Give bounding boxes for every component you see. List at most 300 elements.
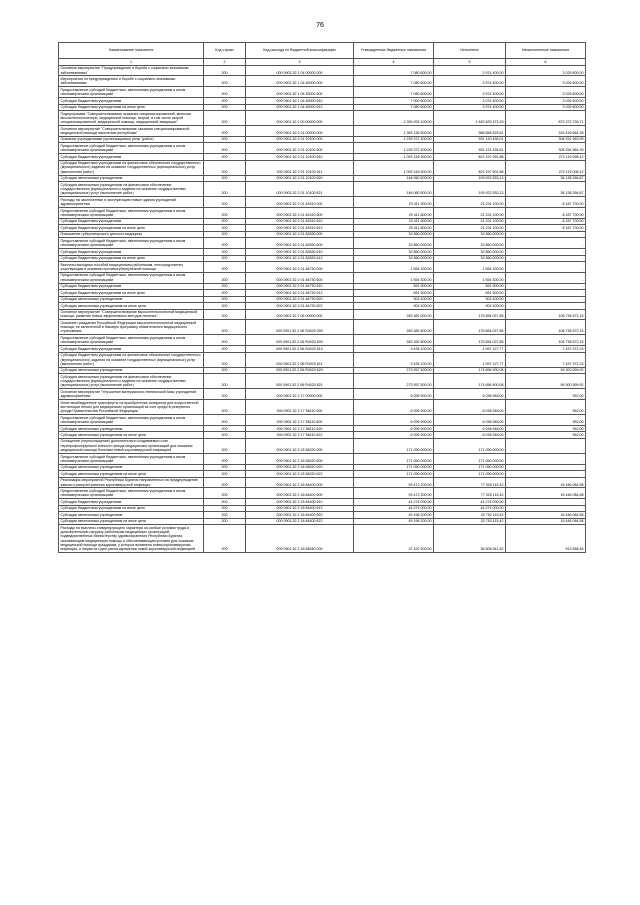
row-name-cell: Субсидии автономным учреждениям (59, 296, 204, 302)
row-executed-cell: 176 654 027,85 (434, 320, 506, 335)
row-name-cell: Субсидии автономным учреждениям (59, 367, 204, 373)
row-executed-cell: 171 090 000,00 (434, 464, 506, 470)
row-classification-cell: 000 0901 52 2 18 84640 000 (246, 525, 354, 553)
row-classification-cell: 000 0901 52 2 01 84730 612 (246, 290, 354, 296)
table-row (59, 197, 586, 208)
row-code-cell: 200 (204, 272, 246, 283)
row-code-cell: 200 (204, 464, 246, 470)
row-remaining-cell: 952,00 (506, 415, 586, 426)
row-name-cell: Субсидии бюджетным учреждениям на иные цели (59, 104, 204, 110)
row-executed-cell: 902 400,00 (434, 303, 506, 309)
row-remaining-cell: - (506, 231, 586, 237)
row-remaining-cell: - (506, 464, 586, 470)
row-classification-cell: 000 0901 52 2 18 58320 622 (246, 471, 354, 477)
row-executed-cell: 171 090 000,00 (434, 453, 506, 464)
row-classification-cell: 000 0901 52 2 06 R4020 611 (246, 352, 354, 367)
row-classification-cell: 000 0901 52 2 18 84400 000 (246, 477, 354, 488)
row-classification-cell: 000 0901 52 2 18 84400 622 (246, 518, 354, 524)
row-executed-cell: 821 197 991,88 (434, 154, 506, 160)
row-code-cell: 200 (204, 335, 246, 346)
page-number: 76 (316, 22, 324, 29)
row-remaining-cell: 952,00 (506, 389, 586, 400)
row-code-cell: 200 (204, 374, 246, 389)
row-classification-cell: 000 0901 52 2 01 10100 610 (246, 154, 354, 160)
row-code-cell: 200 (204, 175, 246, 181)
row-remaining-cell: 308 251 963,99 (506, 136, 586, 142)
row-remaining-cell: 873 372 726,71 (506, 110, 586, 125)
row-classification-cell: 000 0901 52 1 04 83000 000 (246, 76, 354, 87)
row-remaining-cell: - (506, 296, 586, 302)
row-executed-cell: 109 922 533,13 (434, 182, 506, 197)
row-remaining-cell: 36 138 266,87 (506, 182, 586, 197)
row-classification-cell: 000 0901 52 2 18 84400 610 (246, 499, 354, 505)
table-row (59, 126, 586, 137)
row-executed-cell: 176 654 027,85 (434, 335, 506, 346)
row-executed-cell: 651 900,00 (434, 290, 506, 296)
row-name-cell: Субсидии бюджетным учреждениям (59, 283, 204, 289)
row-approved-cell: 171 090 000,00 (354, 464, 434, 470)
row-classification-cell: 000 0901 52 2 01 82830 000 (246, 231, 354, 237)
row-remaining-cell: 3 025 600,00 (506, 104, 586, 110)
row-code-cell: 200 (204, 499, 246, 505)
row-name-cell: Субсидии автономным учреждениям (59, 425, 204, 431)
table-row (59, 415, 586, 426)
row-code-cell: 200 (204, 477, 246, 488)
row-name-cell: Субсидии автономным учреждениям на иные цели (59, 303, 204, 309)
row-name-cell: Предоставление субсидий бюджетным, автономным учреждениям и иным некоммерческим организациям (59, 87, 204, 98)
row-name-cell: Субсидии автономным учреждениям на финансовое обеспечение государственного (муниципального) задания на оказание государственных (муниципальных) услуг (выполнение работ) (59, 374, 204, 389)
column-number: 5 (434, 59, 506, 65)
row-executed-cell: 77 025 115,42 (434, 477, 506, 488)
row-approved-cell: 23 411 900,00 (354, 218, 434, 224)
row-classification-cell: 000 0901 52 2 01 84730 000 (246, 262, 354, 273)
row-remaining-cell: 316 439 664,39 (506, 126, 586, 137)
row-classification-cell: 000 0901 52 2 01 10100 621 (246, 182, 354, 197)
row-classification-cell: 000 0901 52 2 06 R4020 600 (246, 335, 354, 346)
row-remaining-cell: 952,00 (506, 432, 586, 438)
row-executed-cell: 6 038 948,00 (434, 432, 506, 438)
row-code-cell: 200 (204, 238, 246, 249)
row-approved-cell: 7 000 600,00 (354, 98, 434, 104)
row-approved-cell: 1 093 318 900,00 (354, 160, 434, 175)
row-remaining-cell: 3 026 600,00 (506, 76, 586, 87)
row-remaining-cell: - (506, 499, 586, 505)
column-number: 1 (59, 59, 204, 65)
row-remaining-cell: 106 738 572,15 (506, 320, 586, 335)
row-executed-cell: 902 400,00 (434, 296, 506, 302)
row-name-cell: Субсидии бюджетным учреждениям (59, 154, 204, 160)
row-name-cell: Субсидии автономным учреждениям на иные цели (59, 432, 204, 438)
row-classification-cell: 000 0901 52 2 01 81510 600 (246, 208, 354, 219)
row-code-cell: 200 (204, 143, 246, 154)
column-number: 3 (246, 59, 354, 65)
row-executed-cell: 174 656 900,08 (434, 374, 506, 389)
row-classification-cell: 000 0901 52 2 06 R4020 621 (246, 374, 354, 389)
row-approved-cell: 651 900,00 (354, 290, 434, 296)
row-name-cell: Субсидии бюджетным учреждениям на иные цели (59, 225, 204, 231)
table-body (59, 65, 586, 553)
row-executed-cell: 21 224 100,00 (434, 208, 506, 219)
row-code-cell: 200 (204, 367, 246, 373)
row-remaining-cell: 952,00 (506, 400, 586, 415)
row-code-cell: 200 (204, 182, 246, 197)
row-executed-cell: 3 974 400,00 (434, 104, 506, 110)
row-classification-cell: 000 0901 52 2 01 84730 600 (246, 272, 354, 283)
row-classification-cell: 000 0901 52 1 04 83000 600 (246, 87, 354, 98)
row-approved-cell: 1 239 372 400,00 (354, 136, 434, 142)
row-approved-cell: 9 435 100,00 (354, 346, 434, 352)
table-row (59, 87, 586, 98)
row-classification-cell: 000 0901 52 2 18 84400 600 (246, 488, 354, 499)
row-code-cell: 200 (204, 104, 246, 110)
row-code-cell: 200 (204, 98, 246, 104)
row-name-cell: Субсидии бюджетным учреждениям (59, 98, 204, 104)
row-code-cell: 200 (204, 218, 246, 224)
row-name-cell: Оснащение (переоснащение) дополнительно создаваемого или перепрофилируемого коечного фонда медицинских организаций для оказания медицинской помощи больным новой коронавирусной инфекцией (59, 438, 204, 453)
row-remaining-cell: - (506, 471, 586, 477)
row-executed-cell: 36 508 941,52 (434, 525, 506, 553)
row-approved-cell: 37 422 500,00 (354, 525, 434, 553)
row-code-cell: 200 (204, 154, 246, 160)
row-classification-cell: 000 0901 52 2 01 82830 610 (246, 249, 354, 255)
row-remaining-cell: 3 025 600,00 (506, 87, 586, 98)
row-approved-cell: 93 472 200,00 (354, 477, 434, 488)
row-approved-cell: 1 363 136 500,00 (354, 126, 434, 137)
header-line-code: Код строки (204, 43, 246, 59)
row-executed-cell: 176 654 027,85 (434, 309, 506, 320)
row-remaining-cell: 7 437 972,23 (506, 346, 586, 352)
row-executed-cell: 32 860 000,00 (434, 231, 506, 237)
table-row (59, 453, 586, 464)
row-classification-cell: 000 0901 52 2 18 58320 600 (246, 453, 354, 464)
row-approved-cell: 32 860 000,00 (354, 238, 434, 249)
row-name-cell: Мероприятия по предупреждению и борьбе с социально значимыми заболеваниями (59, 76, 204, 87)
row-classification-cell: 000 0901 52 2 01 84730 622 (246, 303, 354, 309)
row-executed-cell: 44 274 000,00 (434, 505, 506, 511)
row-executed-cell: 1 997 127,77 (434, 346, 506, 352)
row-remaining-cell: 913 558,48 (506, 525, 586, 553)
row-approved-cell: 49 198 200,00 (354, 512, 434, 518)
row-remaining-cell: 8 187 700,00 (506, 197, 586, 208)
row-code-cell: 200 (204, 488, 246, 499)
row-classification-cell: 000 0901 52 1 04 83000 610 (246, 98, 354, 104)
row-remaining-cell: 36 138 266,87 (506, 175, 586, 181)
row-name-cell: Подпрограмма "Совершенствование оказания специализированной, включая высокотехнологичную, медицинской помощи, скорой, в том числе скорой специализированной, медицинской помощи, медицинской эвакуации" (59, 110, 204, 125)
row-name-cell: Основное мероприятие "Улучшение материально-технической базы учреждений здравоохранения" (59, 389, 204, 400)
row-remaining-cell: - (506, 255, 586, 261)
table-row (59, 320, 586, 335)
header-indicator-name: Наименование показателя (59, 43, 204, 59)
row-classification-cell: 000 0901 52 2 18 84400 620 (246, 512, 354, 518)
row-classification-cell: 000 0901 52 2 01 82830 612 (246, 255, 354, 261)
row-classification-cell: 000 0901 52 2 01 10100 611 (246, 160, 354, 175)
table-header-row (59, 43, 586, 59)
row-code-cell: 200 (204, 512, 246, 518)
row-code-cell: 200 (204, 425, 246, 431)
row-remaining-cell: 7 437 972,23 (506, 352, 586, 367)
row-name-cell: Субсидии бюджетным учреждениям на иные цели (59, 505, 204, 511)
row-approved-cell: 44 274 000,00 (354, 499, 434, 505)
row-approved-cell: 49 198 200,00 (354, 518, 434, 524)
row-name-cell: Предоставление субсидий бюджетным, автономным учреждениям и иным некоммерческим организациям (59, 415, 204, 426)
row-code-cell: 200 (204, 197, 246, 208)
row-name-cell: Оказание гражданам Российской Федерации высокотехнологичной медицинской помощи, не включенной в базовую программу обязательного медицинского страхования (59, 320, 204, 335)
table-row (59, 389, 586, 400)
table-row (59, 143, 586, 154)
table-row (59, 238, 586, 249)
row-classification-cell: 000 0901 52 2 17 58110 622 (246, 432, 354, 438)
row-approved-cell: 273 957 500,00 (354, 374, 434, 389)
row-approved-cell: 283 382 000,00 (354, 309, 434, 320)
row-remaining-cell: - (506, 290, 586, 296)
table-row (59, 400, 586, 415)
row-executed-cell: 32 860 000,00 (434, 238, 506, 249)
row-classification-cell: 000 0901 52 2 01 81510 000 (246, 197, 354, 208)
row-remaining-cell: - (506, 453, 586, 464)
row-remaining-cell: - (506, 303, 586, 309)
row-approved-cell: 23 411 900,00 (354, 197, 434, 208)
row-classification-cell: 000 0901 52 2 17 58110 000 (246, 400, 354, 415)
row-classification-cell: 000 0901 52 2 01 10100 600 (246, 143, 354, 154)
row-code-cell: 200 (204, 76, 246, 87)
row-classification-cell: 000 0901 52 2 17 58110 620 (246, 425, 354, 431)
row-code-cell: 200 (204, 415, 246, 426)
row-approved-cell: 44 274 000,00 (354, 505, 434, 511)
row-name-cell: Предоставление субсидий бюджетным, автономным учреждениям и иным некоммерческим организациям (59, 272, 204, 283)
row-name-cell: Иные межбюджетные трансферты на приобретение аппаратов для искусственной вентиляции легких для медицинских организаций за счет средств резервного фонда Правительства Российской Федерации (59, 400, 204, 415)
row-code-cell: 200 (204, 208, 246, 219)
row-name-cell: Расходы на заключенные в эксплуатацию новые здания учреждений здравоохранения (59, 197, 204, 208)
row-approved-cell: 7 080 600,00 (354, 87, 434, 98)
row-remaining-cell: 16 446 084,58 (506, 488, 586, 499)
row-name-cell: Субсидии автономным учреждениям (59, 175, 204, 181)
row-approved-cell: 6 099 900,00 (354, 425, 434, 431)
row-name-cell: Предоставление субсидий бюджетным, автономным учреждениям и иным некоммерческим организациям (59, 208, 204, 219)
column-number: 4 (354, 59, 434, 65)
row-classification-cell: 000 0901 52 2 06 R4020 620 (246, 367, 354, 373)
row-code-cell: 200 (204, 309, 246, 320)
row-approved-cell: 283 382 600,00 (354, 320, 434, 335)
row-approved-cell: 29 411 800,00 (354, 225, 434, 231)
row-name-cell: Субсидии автономным учреждениям на иные цели (59, 518, 204, 524)
row-classification-cell: 000 0901 52 2 17 00000 000 (246, 389, 354, 400)
row-executed-cell: 21 224 100,00 (434, 218, 506, 224)
row-remaining-cell: - (506, 438, 586, 453)
row-approved-cell: 651 900,00 (354, 283, 434, 289)
row-code-cell: 200 (204, 518, 246, 524)
row-code-cell: 200 (204, 389, 246, 400)
row-code-cell: 200 (204, 525, 246, 553)
row-name-cell: Предоставление субсидий бюджетным, автономным учреждениям и иным некоммерческим организациям (59, 453, 204, 464)
row-classification-cell: 000 0901 52 2 18 58320 000 (246, 438, 354, 453)
row-code-cell: 200 (204, 87, 246, 98)
row-classification-cell: 000 0901 52 2 01 00000 000 (246, 126, 354, 137)
row-code-cell: 200 (204, 432, 246, 438)
row-executed-cell: 1 554 300,00 (434, 262, 506, 273)
table-row (59, 335, 586, 346)
row-classification-cell: 000 0901 52 2 01 10100 620 (246, 175, 354, 181)
row-executed-cell: 6 038 948,00 (434, 400, 506, 415)
row-name-cell: Субсидии бюджетным учреждениям на финансовое обеспечение государственного (муниципального) задания на оказание государственных (муниципальных) услуг (выполнение работ) (59, 352, 204, 367)
header-budget-classification: Код расхода по бюджетной классификации (246, 43, 354, 59)
row-approved-cell: 902 400,00 (354, 303, 434, 309)
row-classification-cell: 000 0901 52 2 06 R4020 000 (246, 320, 354, 335)
row-executed-cell: 174 656 900,08 (434, 367, 506, 373)
row-approved-cell: 902 400,00 (354, 296, 434, 302)
header-approved: Утвержденные бюджетные назначения (354, 43, 434, 59)
row-executed-cell: 32 860 000,00 (434, 255, 506, 261)
row-approved-cell: 283 392 600,00 (354, 335, 434, 346)
table-row (59, 182, 586, 197)
row-approved-cell: 29 411 800,00 (354, 208, 434, 219)
row-remaining-cell: 308 254 964,39 (506, 143, 586, 154)
row-code-cell: 200 (204, 352, 246, 367)
row-approved-cell: 32 860 000,00 (354, 231, 434, 237)
row-approved-cell: 273 957 500,00 (354, 367, 434, 373)
row-executed-cell: 32 752 115,42 (434, 518, 506, 524)
row-executed-cell: 3 974 400,00 (434, 76, 506, 87)
row-code-cell: 200 (204, 65, 246, 76)
row-executed-cell: 21 224 100,00 (434, 197, 506, 208)
row-remaining-cell: 8 187 700,00 (506, 208, 586, 219)
row-remaining-cell: 16 446 084,58 (506, 477, 586, 488)
table-row (59, 272, 586, 283)
row-name-cell: Субсидии автономным учреждениям (59, 512, 204, 518)
row-approved-cell: 6 099 900,00 (354, 415, 434, 426)
row-remaining-cell: 952,00 (506, 425, 586, 431)
row-name-cell: Субсидии бюджетным учреждениям на иные цели (59, 290, 204, 296)
row-executed-cell: 3 074 400,00 (434, 98, 506, 104)
table-row (59, 110, 586, 125)
table-row (59, 65, 586, 76)
row-remaining-cell: 16 446 084,58 (506, 518, 586, 524)
row-approved-cell: 7 080 600,00 (354, 65, 434, 76)
row-code-cell: 200 (204, 438, 246, 453)
row-classification-cell: 000 0901 52 2 00 00000 000 (246, 110, 354, 125)
row-executed-cell: 1 554 300,00 (434, 272, 506, 283)
row-remaining-cell: - (506, 283, 586, 289)
row-code-cell: 200 (204, 160, 246, 175)
column-number: 2 (204, 59, 246, 65)
row-approved-cell: 171 090 000,00 (354, 453, 434, 464)
row-remaining-cell: 106 738 572,15 (506, 309, 586, 320)
row-code-cell: 200 (204, 400, 246, 415)
row-name-cell: Предоставление субсидий бюджетным, автономным учреждениям и иным некоммерческим организациям (59, 488, 204, 499)
row-code-cell: 200 (204, 136, 246, 142)
row-remaining-cell: - (506, 249, 586, 255)
row-approved-cell: 7 080 600,00 (354, 76, 434, 87)
row-classification-cell: 000 0901 52 2 17 58110 600 (246, 415, 354, 426)
row-approved-cell: 1 554 300,00 (354, 262, 434, 273)
row-approved-cell: 6 099 900,00 (354, 389, 434, 400)
row-name-cell: Основное мероприятие "Совершенствование высокотехнологичной медицинской помощи, развитие новых эффективных методов лечения" (59, 309, 204, 320)
row-name-cell: Предоставление субсидий бюджетным, автономным учреждениям и иным некоммерческим организациям (59, 238, 204, 249)
row-executed-cell: 171 090 000,00 (434, 438, 506, 453)
row-executed-cell: 3 974 400,00 (434, 87, 506, 98)
row-executed-cell: 21 224 100,00 (434, 225, 506, 231)
row-remaining-cell: 99 300 599,92 (506, 374, 586, 389)
row-name-cell: Субсидии автономным учреждениям на иные цели (59, 471, 204, 477)
row-name-cell: Субсидии бюджетным учреждениям (59, 218, 204, 224)
row-code-cell: 200 (204, 505, 246, 511)
table-row (59, 208, 586, 219)
row-remaining-cell: - (506, 505, 586, 511)
row-code-cell: 200 (204, 110, 246, 125)
row-code-cell: 200 (204, 453, 246, 464)
row-approved-cell: 146 060 500,00 (354, 175, 434, 181)
row-executed-cell: 931 124 435,61 (434, 143, 506, 154)
row-name-cell: Реализация мероприятий Республики Бурятия направленных на предупреждение завоза и распространения коронавирусной инфекции (59, 477, 204, 488)
row-executed-cell: 6 038 948,00 (434, 425, 506, 431)
row-name-cell: Повышение губернаторского детского медицины (59, 231, 204, 237)
row-approved-cell: 1 554 300,00 (354, 272, 434, 283)
row-name-cell: Предоставление субсидий бюджетным, автономным учреждениям и иным некоммерческим организациям (59, 143, 204, 154)
row-remaining-cell: 272 115 098,12 (506, 154, 586, 160)
table-row (59, 160, 586, 175)
row-approved-cell: 7 080 600,00 (354, 104, 434, 110)
row-approved-cell: 9 435 100,00 (354, 352, 434, 367)
header-remaining: Неисполненные назначения (506, 43, 586, 59)
row-classification-cell: 000 0901 52 2 01 82830 600 (246, 238, 354, 249)
row-remaining-cell: 106 738 572,15 (506, 335, 586, 346)
row-approved-cell: 146 060 500,00 (354, 182, 434, 197)
table-row (59, 262, 586, 273)
row-remaining-cell: - (506, 262, 586, 273)
column-number: 6 (506, 59, 586, 65)
row-code-cell: 200 (204, 283, 246, 289)
row-executed-cell: 1 482 620 373,29 (434, 110, 506, 125)
row-name-cell: Субсидии автономным учреждениям на финансовое обеспечение государственного (муниципального) задания на оказание государственных (муниципальных) услуг (выполнение работ) (59, 182, 204, 197)
row-executed-cell: 986 656 825,61 (434, 126, 506, 137)
table-row (59, 309, 586, 320)
row-code-cell: 200 (204, 296, 246, 302)
row-approved-cell: 171 090 000,00 (354, 438, 434, 453)
row-code-cell: 200 (204, 255, 246, 261)
row-approved-cell: 1 239 372 400,00 (354, 143, 434, 154)
row-executed-cell: 821 197 901,88 (434, 160, 506, 175)
row-code-cell: 200 (204, 471, 246, 477)
row-approved-cell: 32 860 000,00 (354, 255, 434, 261)
row-approved-cell: 32 860 000,00 (354, 249, 434, 255)
row-name-cell: Субсидии бюджетным учреждениям на иные цели (59, 255, 204, 261)
row-remaining-cell: 16 446 084,58 (506, 512, 586, 518)
row-name-cell: Субсидии бюджетным учреждениям (59, 249, 204, 255)
row-executed-cell: 3 974 400,00 (434, 65, 506, 76)
row-classification-cell: 000 0901 52 1 04 83000 612 (246, 104, 354, 110)
table-row (59, 477, 586, 488)
row-executed-cell: 171 090 000,00 (434, 471, 506, 477)
row-classification-cell: 000 0901 52 2 01 10100 000 (246, 136, 354, 142)
row-name-cell: Основное мероприятие "Предупреждение и борьба с социально значимыми заболеваниями" (59, 65, 204, 76)
row-classification-cell: 000 0901 52 2 06 00000 000 (246, 309, 354, 320)
row-remaining-cell: 3 025 600,00 (506, 65, 586, 76)
row-remaining-cell: - (506, 272, 586, 283)
budget-execution-table (58, 42, 586, 553)
row-remaining-cell: 272 115 008,12 (506, 160, 586, 175)
row-classification-cell: 000 0901 52 2 18 58320 620 (246, 464, 354, 470)
row-classification-cell: 000 0901 52 2 01 84730 620 (246, 296, 354, 302)
row-classification-cell: 000 0901 52 2 01 81510 612 (246, 225, 354, 231)
row-approved-cell: 1 093 318 900,00 (354, 154, 434, 160)
row-classification-cell: 000 0901 52 2 18 84400 612 (246, 505, 354, 511)
row-name-cell: Основное мероприятие "Совершенствование оказания специализированной медицинской помощи населению республики" (59, 126, 204, 137)
row-classification-cell: 000 0901 52 2 06 R4020 610 (246, 346, 354, 352)
table-row (59, 438, 586, 453)
row-code-cell: 200 (204, 249, 246, 255)
row-name-cell: Оказание учреждениями (организациями) услуг (работ) (59, 136, 204, 142)
table-row (59, 488, 586, 499)
row-approved-cell: 93 472 200,00 (354, 488, 434, 499)
